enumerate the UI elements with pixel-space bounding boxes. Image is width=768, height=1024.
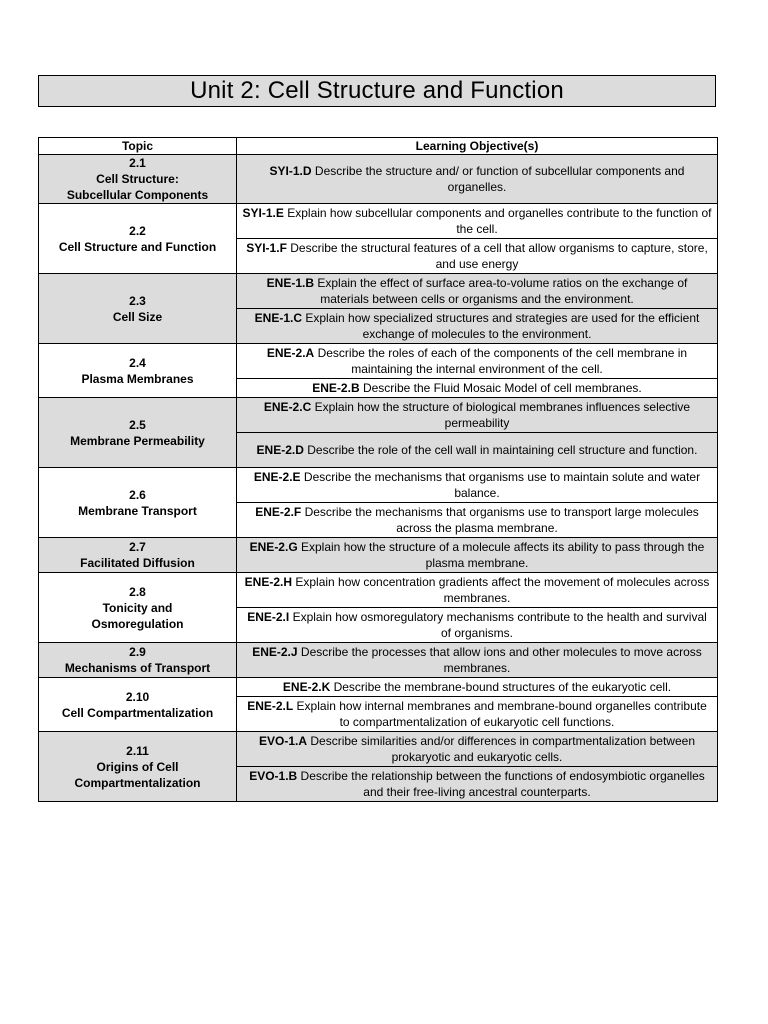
topic-name: Facilitated Diffusion xyxy=(80,556,195,570)
objective-code: ENE-2.J xyxy=(252,645,298,659)
topic-number: 2.8 xyxy=(129,584,146,599)
objective-text: Explain the effect of surface area-to-volume ratios on the exchange of materials between cells or organisms and the environment. xyxy=(317,276,688,306)
learning-objectives-table xyxy=(38,137,718,802)
table-row xyxy=(39,573,718,608)
table-row xyxy=(39,274,718,309)
table-body xyxy=(39,155,718,802)
objective-text: Describe the role of the cell wall in maintaining cell structure and function. xyxy=(307,443,698,457)
topic-cell xyxy=(39,204,237,274)
objective-code: ENE-2.G xyxy=(249,540,298,554)
objective-cell xyxy=(237,379,718,398)
topic-cell xyxy=(39,538,237,573)
table-header-row xyxy=(39,138,718,155)
topic-number: 2.5 xyxy=(129,417,146,432)
topic-name: Cell Structure and Function xyxy=(58,239,217,254)
objective-code: SYI-1.D xyxy=(269,164,312,178)
objective-text: Describe similarities and/or differences in compartmentalization between prokaryotic and eukaryotic cells. xyxy=(310,734,695,764)
objective-code: EVO-1.A xyxy=(259,734,308,748)
topic-number: 2.9 xyxy=(129,645,146,659)
objective-text: Describe the membrane-bound structures of the eukaryotic cell. xyxy=(333,680,672,694)
topic-number: 2.4 xyxy=(129,355,146,370)
topic-number: 2.7 xyxy=(129,540,146,554)
table-row xyxy=(39,204,718,239)
objective-code: ENE-2.E xyxy=(253,470,301,484)
objective-cell xyxy=(237,538,718,573)
topic-cell xyxy=(39,398,237,468)
objective-code: ENE-2.F xyxy=(255,505,302,519)
objective-text: Describe the structural features of a cell that allow organisms to capture, store, and use energy xyxy=(290,241,708,271)
topic-name: Membrane Transport xyxy=(78,503,197,518)
objective-text: Explain how the structure of biological membranes influences selective permeability xyxy=(314,400,691,430)
objective-code: ENE-2.C xyxy=(263,400,312,414)
objective-text: Describe the Fluid Mosaic Model of cell membranes. xyxy=(362,381,642,395)
topic-column-header: Topic xyxy=(39,138,237,155)
topic-cell xyxy=(39,155,237,204)
objective-code: ENE-2.B xyxy=(312,381,360,395)
objective-column-header: Learning Objective(s) xyxy=(237,138,718,155)
objective-code: ENE-2.K xyxy=(282,680,331,694)
objective-code: ENE-2.H xyxy=(244,575,292,589)
objective-cell xyxy=(237,344,718,379)
objective-code: SYI-1.E xyxy=(242,206,284,220)
topic-cell xyxy=(39,643,237,678)
topic-cell xyxy=(39,732,237,802)
objective-text: Describe the mechanisms that organisms use to maintain solute and water balance. xyxy=(303,470,701,500)
topic-number: 2.2 xyxy=(129,223,146,238)
topic-number: 2.6 xyxy=(129,487,146,502)
objective-cell xyxy=(237,468,718,503)
topic-name: Cell Structure: xyxy=(96,172,179,186)
objective-code: ENE-2.D xyxy=(256,443,304,457)
objective-text: Explain how osmoregulatory mechanisms contribute to the health and survival of organisms. xyxy=(292,610,707,640)
topic-name: Subcellular Components xyxy=(66,188,209,202)
objective-cell xyxy=(237,433,718,468)
objective-code: ENE-1.B xyxy=(266,276,314,290)
topic-name: Membrane Permeability xyxy=(70,433,205,448)
objective-cell xyxy=(237,643,718,678)
objective-code: EVO-1.B xyxy=(249,769,298,783)
objective-cell xyxy=(237,398,718,433)
topic-cell xyxy=(39,274,237,344)
objective-code: ENE-1.C xyxy=(254,311,302,325)
objective-text: Explain how internal membranes and membrane-bound organelles contribute to compartmentalization of eukaryotic cell functions. xyxy=(296,699,707,729)
objective-cell xyxy=(237,697,718,732)
objective-text: Describe the structure and/ or function of subcellular components and organelles. xyxy=(314,164,685,194)
topic-name: Mechanisms of Transport xyxy=(64,661,211,675)
objective-cell xyxy=(237,678,718,697)
topic-number: 2.10 xyxy=(125,689,150,704)
topic-name: Compartmentalization xyxy=(74,775,201,790)
objective-cell xyxy=(237,239,718,274)
objective-cell xyxy=(237,309,718,344)
topic-number: 2.11 xyxy=(126,743,149,758)
topic-cell xyxy=(39,678,237,732)
topic-cell xyxy=(39,344,237,398)
topic-name: Tonicity and xyxy=(102,600,173,615)
objective-cell xyxy=(237,204,718,239)
table-row xyxy=(39,398,718,433)
table-row xyxy=(39,468,718,503)
objective-code: ENE-2.L xyxy=(247,699,294,713)
topic-name: Osmoregulation xyxy=(91,616,184,631)
objective-text: Explain how subcellular components and organelles contribute to the function of the cell. xyxy=(287,206,712,236)
objective-text: Describe the roles of each of the components of the cell membrane in maintaining the internal environment of the cell. xyxy=(317,346,688,376)
objective-code: ENE-2.I xyxy=(247,610,290,624)
table-row xyxy=(39,732,718,767)
topic-name: Origins of Cell xyxy=(96,759,179,774)
table-row xyxy=(39,155,718,204)
objective-cell xyxy=(237,274,718,309)
objective-code: SYI-1.F xyxy=(246,241,287,255)
topic-cell xyxy=(39,573,237,643)
topic-number: 2.1 xyxy=(129,156,146,170)
table-row xyxy=(39,538,718,573)
topic-number: 2.3 xyxy=(129,293,146,308)
objective-cell xyxy=(237,503,718,538)
objective-text: Describe the processes that allow ions and other molecules to move across membranes. xyxy=(300,645,702,675)
topic-name: Cell Compartmentalization xyxy=(61,705,214,720)
objective-cell xyxy=(237,767,718,802)
objective-cell xyxy=(237,155,718,204)
objective-text: Explain how the structure of a molecule affects its ability to pass through the plasma membrane. xyxy=(301,540,705,570)
objective-text: Describe the relationship between the functions of endosymbiotic organelles and their free-living ancestral counterparts. xyxy=(300,769,705,799)
page-title: Unit 2: Cell Structure and Function xyxy=(38,75,716,107)
table-row xyxy=(39,678,718,697)
objective-code: ENE-2.A xyxy=(266,346,315,360)
objective-cell xyxy=(237,608,718,643)
topic-name: Cell Size xyxy=(112,309,163,324)
objective-text: Explain how concentration gradients affect the movement of molecules across membranes. xyxy=(295,575,710,605)
topic-cell xyxy=(39,468,237,538)
objective-cell xyxy=(237,573,718,608)
objective-text: Explain how specialized structures and strategies are used for the efficient exchange of molecules to the environment. xyxy=(305,311,700,341)
table-row xyxy=(39,643,718,678)
objective-cell xyxy=(237,732,718,767)
objective-text: Describe the mechanisms that organisms use to transport large molecules across the plasma membrane. xyxy=(304,505,699,535)
table-row xyxy=(39,344,718,379)
topic-name: Plasma Membranes xyxy=(81,371,194,386)
